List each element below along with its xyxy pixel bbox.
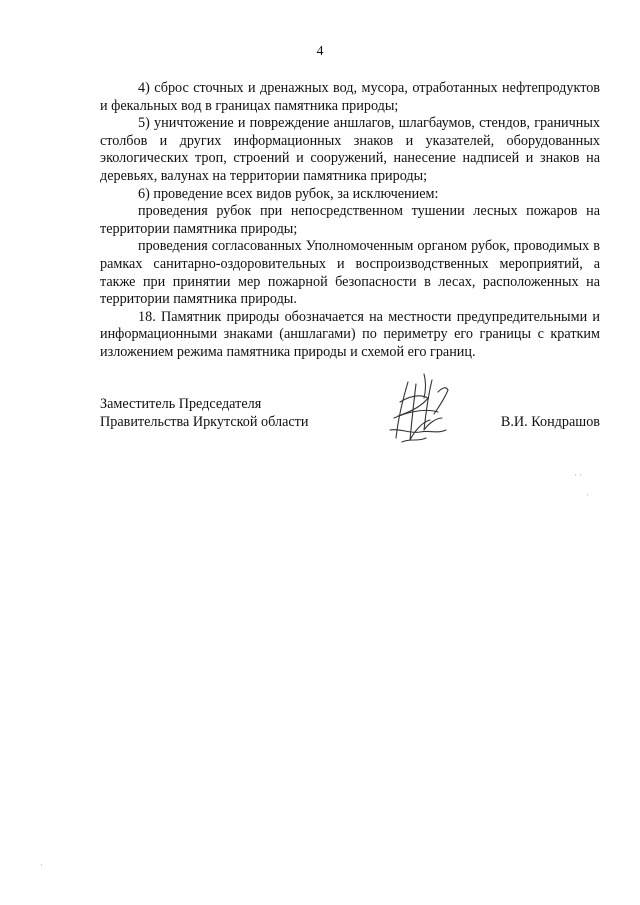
signature-block [100,395,600,431]
scan-speck: · [586,490,589,500]
paragraph-item-4: 4) сброс сточных и дренажных вод, мусора, отработанных нефтепродуктов и фекальных вод в границах памятника природы; [100,80,600,114]
paragraph-18: 18. Памятник природы обозначается на местности предупредительными и информационными знаками (аншлагами) по периметру его границы с кратким изложением режима памятника природы и схемой его границ. [100,308,600,360]
handwritten-signature [380,372,460,452]
signatory-title-line1: Заместитель Председателя [100,396,262,412]
signatory-title-line2: Правительства Иркутской области [100,414,309,430]
scan-speck: · · [574,470,583,480]
paragraph-item-5: 5) уничтожение и повреждение аншлагов, шлагбаумов, стендов, граничных столбов и других информационных знаков и указателей, оборудованных экологических троп, строений и сооружений, нанесение надписей и знаков на деревьях, валунах на территории памятника природы; [100,115,600,184]
paragraph-exception-agreed: проведения согласованных Уполномоченным органом рубок, проводимых в рамках санитарно-оздоровительных и воспроизводственных мероприятий, а также при принятии мер пожарной безопасности в лесах, расположенных на территории памятника природы. [100,238,600,308]
paragraph-item-6: 6) проведение всех видов рубок, за исключением: [138,185,439,202]
scan-speck: · [40,860,43,870]
document-body [100,80,600,362]
paragraph-exception-fire: проведения рубок при непосредственном тушении лесных пожаров на территории памятника природы; [100,203,600,237]
signatory-name: В.И. Кондрашов [500,414,600,430]
page-number: 4 [316,44,324,59]
